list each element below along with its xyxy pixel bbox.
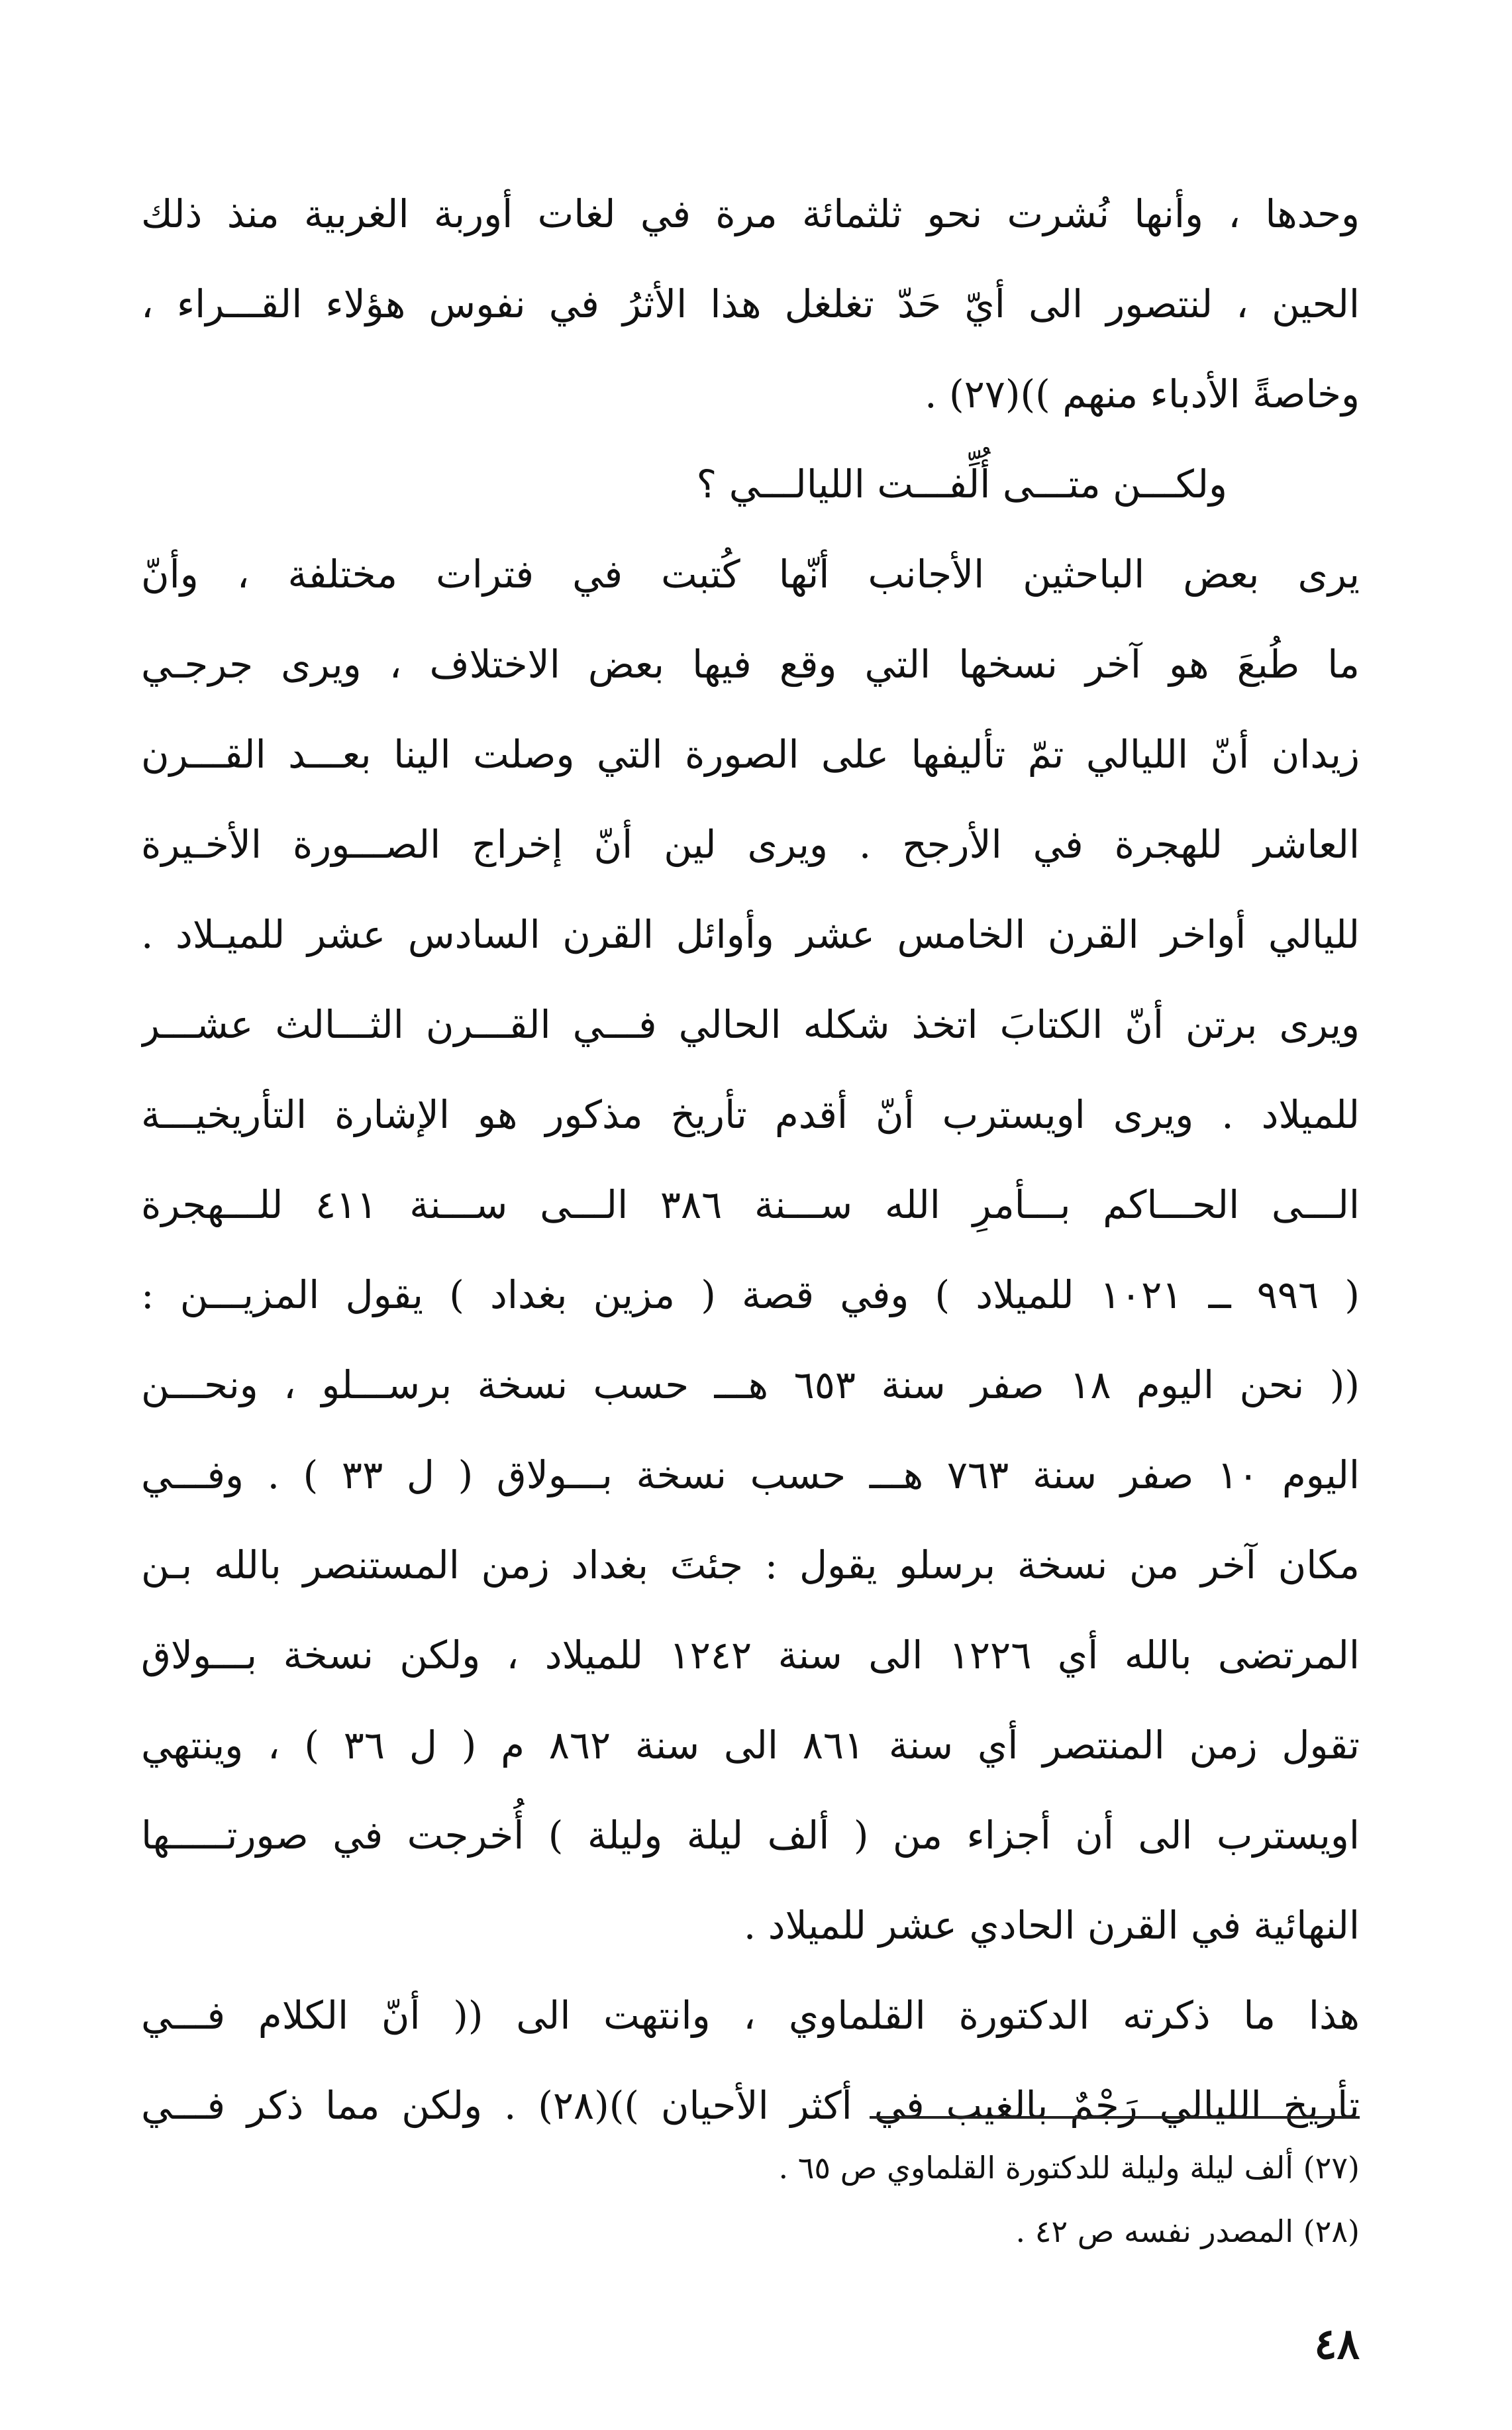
text-line: مكان آخر من نسخة برسلو يقول : جئتَ بغداد زمن المستنصر بالله بـن [141,1543,1360,1588]
text-line: الـــى الحـــاكم بـــأمرِ الله ســـنة ٣٨٦ الـــى ســـنة ٤١١ للـــهجرة [141,1182,1360,1227]
text-line: لليالي أواخر القرن الخامس عشر وأوائل القرن السادس عشر للميـلاد . [141,912,1360,957]
text-line: (( نحن اليوم ١٨ صفر سنة ٦٥٣ هـــ حسب نسخة برســـلو ، ونحـــن [141,1362,1360,1407]
text-line: تقول زمن المنتصر أي سنة ٨٦١ الى سنة ٨٦٢ م ( ل ٣٦ ) ، وينتهي [141,1723,1360,1768]
footnote: (٢٨) المصدر نفسه ص ٤٢ . [1015,2213,1360,2249]
text-line: تأريخ الليالي رَجْمٌ بالغيب في أكثر الأحيان ))(٢٨) . ولكن مما ذكر فـــي [141,2083,1360,2128]
text-line: اليوم ١٠ صفر سنة ٧٦٣ هـــ حسب نسخة بـــولاق ( ل ٣٣ ) . وفـــي [141,1452,1360,1497]
footnotes [141,2136,1360,2263]
text-line: هذا ما ذكرته الدكتورة القلماوي ، وانتهت الى (( أنّ الكلام فـــي [141,1993,1360,2038]
body-text [141,169,1360,2151]
text-line: اويسترب الى أن أجزاء من ( ألف ليلة وليلة ) أُخرجت في صورتـــــها [141,1813,1360,1858]
page-number: ٤٨ [1314,2319,1360,2369]
text-line: يرى بعض الباحثين الأجانب أنّها كُتبت في فترات مختلفة ، وأنّ [141,552,1360,597]
footnote-divider [870,2116,1360,2119]
text-line: ويرى برتن أنّ الكتابَ اتخذ شكله الحالي فـــي القـــرن الثـــالث عشـــر [141,1002,1360,1047]
text-line: زيدان أنّ الليالي تمّ تأليفها على الصورة التي وصلت الينا بعـــد القـــرن [141,732,1360,777]
text-line: للميلاد . ويرى اويسترب أنّ أقدم تأريخ مذكور هو الإشارة التأريخيـــة [141,1092,1360,1137]
text-line: النهائية في القرن الحادي عشر للميلاد . [743,1903,1360,1948]
text-line: وحدها ، وأنها نُشرت نحو ثلثمائة مرة في لغات أوربة الغربية منذ ذلك [141,191,1360,236]
footnote: (٢٧) ألف ليلة وليلة للدكتورة القلماوي ص ٦٥ . [778,2150,1360,2186]
text-line: ( ٩٩٦ ــ ١٠٢١ للميلاد ) وفي قصة ( مزين بغداد ) يقول المزيـــن : [141,1272,1360,1317]
section-question: ولكـــن متـــى أُلِّفـــت الليالـــي ؟ [696,462,1227,507]
text-line: وخاصةً الأدباء منهم ))(٢٧) . [925,372,1360,417]
text-line: العاشر للهجرة في الأرجح . ويرى لين أنّ إخراج الصـــورة الأخـيرة [141,822,1360,867]
text-line: المرتضى بالله أي ١٢٢٦ الى سنة ١٢٤٢ للميلاد ، ولكن نسخة بـــولاق [141,1633,1360,1678]
text-line: الحين ، لنتصور الى أيّ حَدّ تغلغل هذا الأثرُ في نفوس هؤلاء القـــراء ، [141,281,1360,327]
text-line: ما طُبعَ هو آخر نسخها التي وقع فيها بعض الاختلاف ، ويرى جرجـي [141,642,1360,687]
